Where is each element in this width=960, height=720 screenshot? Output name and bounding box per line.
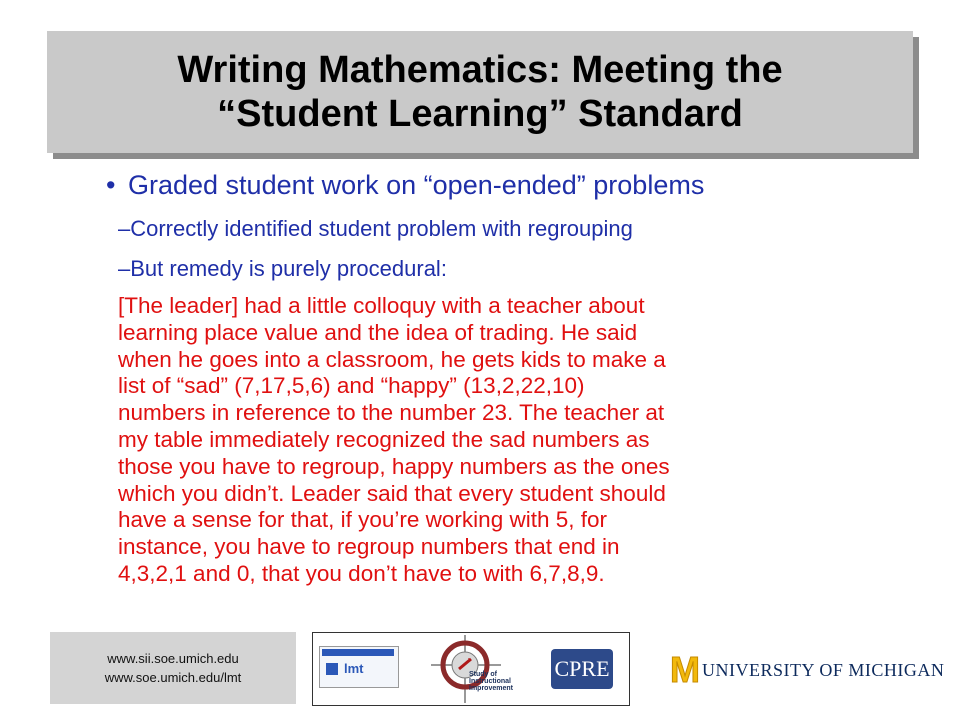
bullet-dot-icon: • bbox=[106, 170, 116, 200]
quote-line: which you didn’t. Leader said that every student should bbox=[118, 480, 666, 506]
quote-line: list of “sad” (7,17,5,6) and “happy” (13,2,22,10) bbox=[118, 373, 585, 399]
university-name: UNIVERSITY OF MICHIGAN bbox=[702, 659, 945, 680]
quote-line: when he goes into a classroom, he gets kids to make a bbox=[118, 346, 666, 372]
lmt-logo-text: lmt bbox=[344, 661, 364, 676]
quote-line: those you have to regroup, happy numbers as the ones bbox=[118, 453, 670, 479]
footer-urls bbox=[50, 632, 296, 704]
sii-target-icon bbox=[425, 635, 505, 703]
quote-line: [The leader] had a little colloquy with a teacher about bbox=[118, 293, 645, 318]
quote-block bbox=[118, 293, 908, 588]
quote-line: have a sense for that, if you’re working with 5, for bbox=[118, 507, 607, 533]
subpoint-2: –But remedy is purely procedural: bbox=[118, 256, 447, 281]
quote-line: 4,3,2,1 and 0, that you don’t have to with 6,7,8,9. bbox=[118, 560, 605, 586]
quote-line: learning place value and the idea of trading. He said bbox=[118, 319, 638, 345]
quote-line: numbers in reference to the number 23. The teacher at bbox=[118, 400, 665, 426]
footer-link-sii[interactable]: www.sii.soe.umich.edu bbox=[107, 651, 239, 666]
slide-title-box bbox=[47, 31, 913, 153]
slide-title-line-1: Writing Mathematics: Meeting the bbox=[177, 49, 783, 91]
sii-logo-text: Study of Instructional Improvement bbox=[469, 671, 513, 692]
university-of-michigan-logo bbox=[670, 649, 945, 690]
slide-title-line-2: “Student Learning” Standard bbox=[217, 93, 743, 135]
block-m-icon: M bbox=[670, 649, 700, 690]
main-bullet bbox=[106, 170, 705, 201]
partner-logo-strip bbox=[312, 632, 630, 706]
lmt-grid-icon bbox=[326, 663, 338, 675]
lmt-logo bbox=[319, 646, 399, 688]
lmt-logo-bar bbox=[322, 649, 394, 656]
quote-line: my table immediately recognized the sad numbers as bbox=[118, 426, 650, 452]
footer-link-lmt[interactable]: www.soe.umich.edu/lmt bbox=[104, 670, 242, 685]
cpre-logo: CPRE bbox=[551, 649, 613, 689]
quote-line: instance, you have to regroup numbers that end in bbox=[118, 534, 620, 560]
subpoint-1: –Correctly identified student problem with regrouping bbox=[118, 216, 633, 241]
main-bullet-text: Graded student work on “open-ended” problems bbox=[128, 170, 705, 200]
